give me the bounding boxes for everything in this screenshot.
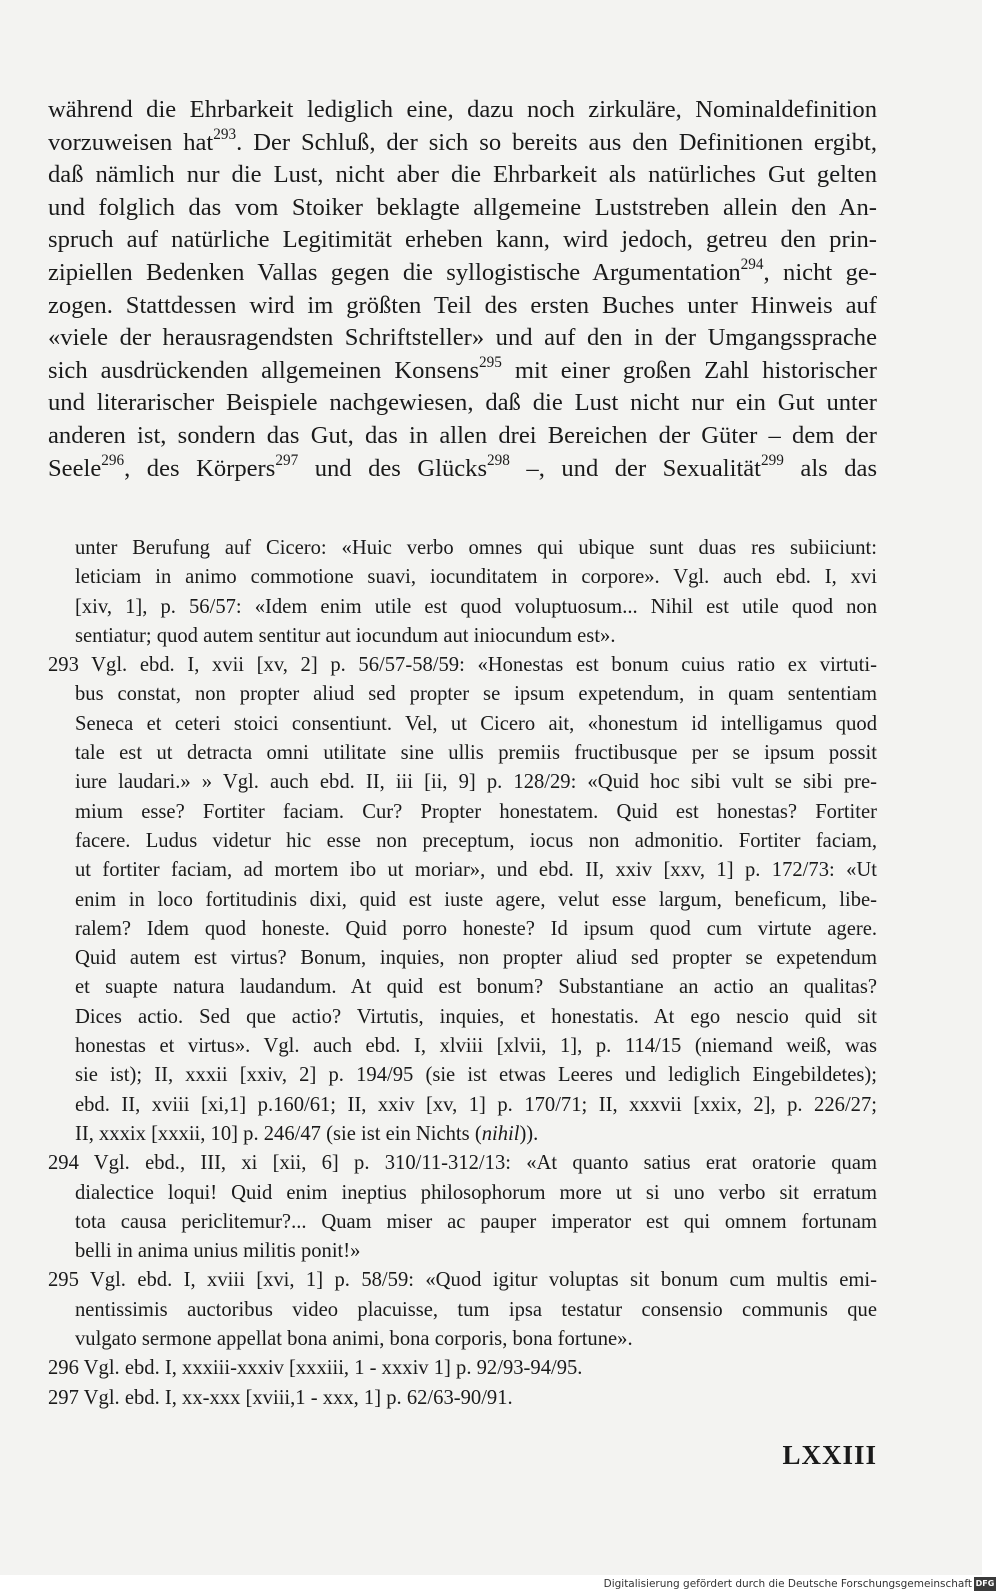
main-line: anderen ist, sondern das Gut, das in allen drei Bereichen der Güter – dem der	[48, 421, 877, 449]
footnotes	[48, 534, 877, 1413]
footnote-ref[interactable]: 296	[101, 451, 125, 469]
footnote-296	[48, 1354, 877, 1383]
footnote-line: sie ist); II, xxxii [xxiv, 2] p. 194/95 (sie ist etwas Leeres und lediglich Eingebildetes);	[75, 1064, 877, 1087]
main-line: und literarischer Beispiele nachgewiesen, daß die Lust nicht nur ein Gut unter	[48, 389, 877, 417]
footnote-line: iure laudari.» » Vgl. auch ebd. II, iii [ii, 9] p. 128/29: «Quid hoc sibi vult se sibi pre-	[75, 771, 877, 794]
footnote-line: ut fortiter faciam, ad mortem ibo ut moriar», und ebd. II, xxiv [xxv, 1] p. 172/73: «Ut	[75, 859, 877, 882]
footnote-line: unter Berufung auf Cicero: «Huic verbo omnes qui ubique sunt duas res subiiciunt:	[75, 537, 877, 559]
main-line: während die Ehrbarkeit lediglich eine, dazu noch zirkuläre, Nominaldefinition	[48, 96, 877, 123]
main-text	[48, 94, 877, 485]
footnote-line: 297 Vgl. ebd. I, xx-xxx [xviii,1 - xxx, 1] p. 62/63-90/91.	[48, 1386, 513, 1409]
footer-bar	[0, 1575, 1000, 1596]
footnote-line: bus constat, non propter aliud sed propter se ipsum expetendum, in quam sententiam	[75, 683, 877, 706]
main-line: spruch auf natürliche Legitimität erheben kann, wird jedoch, getreu den prin-	[48, 226, 877, 254]
footnote-line: belli in anima unius militis ponit!»	[75, 1240, 361, 1263]
main-line: zipiellen Bedenken Vallas gegen die syllogistische Argumentation$^{294}$, nicht ge-	[48, 256, 877, 286]
footnote-line: II, xxxix [xxxii, 10] p. 246/47 (sie ist ein Nichts (nihil)).	[75, 1122, 539, 1145]
footnote-line: facere. Ludus videtur hic esse non preceptum, iocus non admonitio. Fortiter faciam,	[75, 829, 877, 852]
footnote-ref[interactable]: 295	[479, 354, 502, 372]
footnote-ref[interactable]: 299	[761, 451, 784, 469]
main-line: zogen. Stattdessen wird im größten Teil des ersten Buches unter Hinweis auf	[48, 291, 877, 319]
footnote-ref[interactable]: 294	[740, 256, 764, 274]
footnote-ref[interactable]: 293	[213, 125, 237, 143]
main-line: und folglich das vom Stoiker beklagte allgemeine Luststreben allein den An-	[48, 193, 877, 221]
footnote-line: mium esse? Fortiter faciam. Cur? Propter honestatem. Quid est honestas? Fortiter	[75, 800, 877, 823]
dfg-logo: DFG	[974, 1577, 996, 1591]
footnote-line: enim in loco fortitudinis dixi, quid est iuste agere, velut esse largum, beneficum, libe-	[75, 888, 877, 911]
footnote-line: Quid autem est virtus? Bonum, inquies, non propter aliud sed propter se expetendum	[75, 947, 877, 970]
footnote-line: sentiatur; quod autem sentitur aut iocundum aut iniocundum est».	[75, 624, 616, 647]
footnote-ref[interactable]: 297	[275, 451, 299, 469]
footnote-line: vulgato sermone appellat bona animi, bona corporis, bona fortune».	[75, 1328, 633, 1351]
main-line: sich ausdrückenden allgemeinen Konsens$^{295}$ mit einer großen Zahl historischer	[48, 354, 877, 384]
footnote-line: honestas et virtus». Vgl. auch ebd. I, xlviii [xlvii, 1], p. 114/15 (niemand weiß, was	[75, 1035, 877, 1058]
page-number: LXXIII	[782, 1440, 877, 1470]
footnote-ref[interactable]: 298	[487, 451, 510, 469]
footnote-line: Dices actio. Sed que actio? Virtutis, inquies, et honestatis. At ego nescio quid sit	[75, 1005, 877, 1028]
main-line: Seele$^{296}$, des Körpers$^{297}$ und des Glücks$^{298}$ –, und der Sexualität$^{299}$ als das	[48, 451, 878, 482]
footnote-line: ebd. II, xviii [xi,1] p.160/61; II, xxiv [xv, 1] p. 170/71; II, xxxvii [xxix, 2], p. 226/27;	[75, 1093, 877, 1116]
italic-term: nihil	[481, 1122, 520, 1145]
footnote-294	[48, 1149, 877, 1266]
footnote-295	[48, 1266, 877, 1354]
footnote-line: 296 Vgl. ebd. I, xxxiii-xxxiv [xxxiii, 1 - xxxiv 1] p. 92/93-94/95.	[48, 1357, 583, 1380]
footnote-line: 295 Vgl. ebd. I, xviii [xvi, 1] p. 58/59: «Quod igitur voluptas sit bonum cum multis emi-	[48, 1269, 877, 1292]
main-line: «viele der herausragendsten Schriftsteller» und auf den in der Umgangssprache	[48, 324, 877, 352]
main-line: vorzuweisen hat$^{293}$. Der Schluß, der sich so bereits aus den Definitionen ergibt,	[48, 125, 877, 156]
footnote-line: nentissimis auctoribus video placuisse, tum ipsa testatur consensio communis que	[75, 1298, 877, 1321]
footnote-line: leticiam in animo commotione suavi, iocunditatem in corpore». Vgl. auch ebd. I, xvi	[75, 566, 877, 589]
footnote-line: [xiv, 1], p. 56/57: «Idem enim utile est quod voluptuosum... Nihil est utile quod non	[75, 595, 877, 618]
footnote-line: tota causa periclitemur?... Quam miser ac pauper imperator est qui omnem fortunam	[75, 1210, 877, 1233]
funding-credit: Digitalisierung gefördert durch die Deutsche Forschungsgemeinschaft	[603, 1578, 972, 1590]
footnote-line: et suapte natura laudandum. At quid est bonum? Substantiane an actio an qualitas?	[75, 976, 877, 999]
footnote-line: dialectice loqui! Quid enim ineptius philosophorum more ut si uno verbo sit erratum	[75, 1181, 877, 1204]
footnote-line: 293 Vgl. ebd. I, xvii [xv, 2] p. 56/57-58/59: «Honestas est bonum cuius ratio ex virtuti-	[48, 654, 877, 677]
main-line: daß nämlich nur die Lust, nicht aber die Ehrbarkeit als natürliches Gut gelten	[48, 161, 877, 189]
footnote-297	[48, 1384, 877, 1413]
footnote-293	[48, 651, 877, 1149]
footnote-line: 294 Vgl. ebd., III, xi [xii, 6] p. 310/11-312/13: «At quanto satius erat oratorie quam	[48, 1152, 877, 1175]
footnote-292-continued	[48, 534, 877, 651]
footnote-line: Seneca et ceteri stoici consentiunt. Vel, ut Cicero ait, «honestum id intelligamus quod	[75, 712, 877, 735]
footnote-line: tale est ut detracta omni utilitate sine ullis premiis fructibusque per se ipsum possit	[75, 742, 877, 765]
footnote-line: ralem? Idem quod honeste. Quid porro honeste? Id ipsum quod cum virtute agere.	[75, 917, 877, 940]
